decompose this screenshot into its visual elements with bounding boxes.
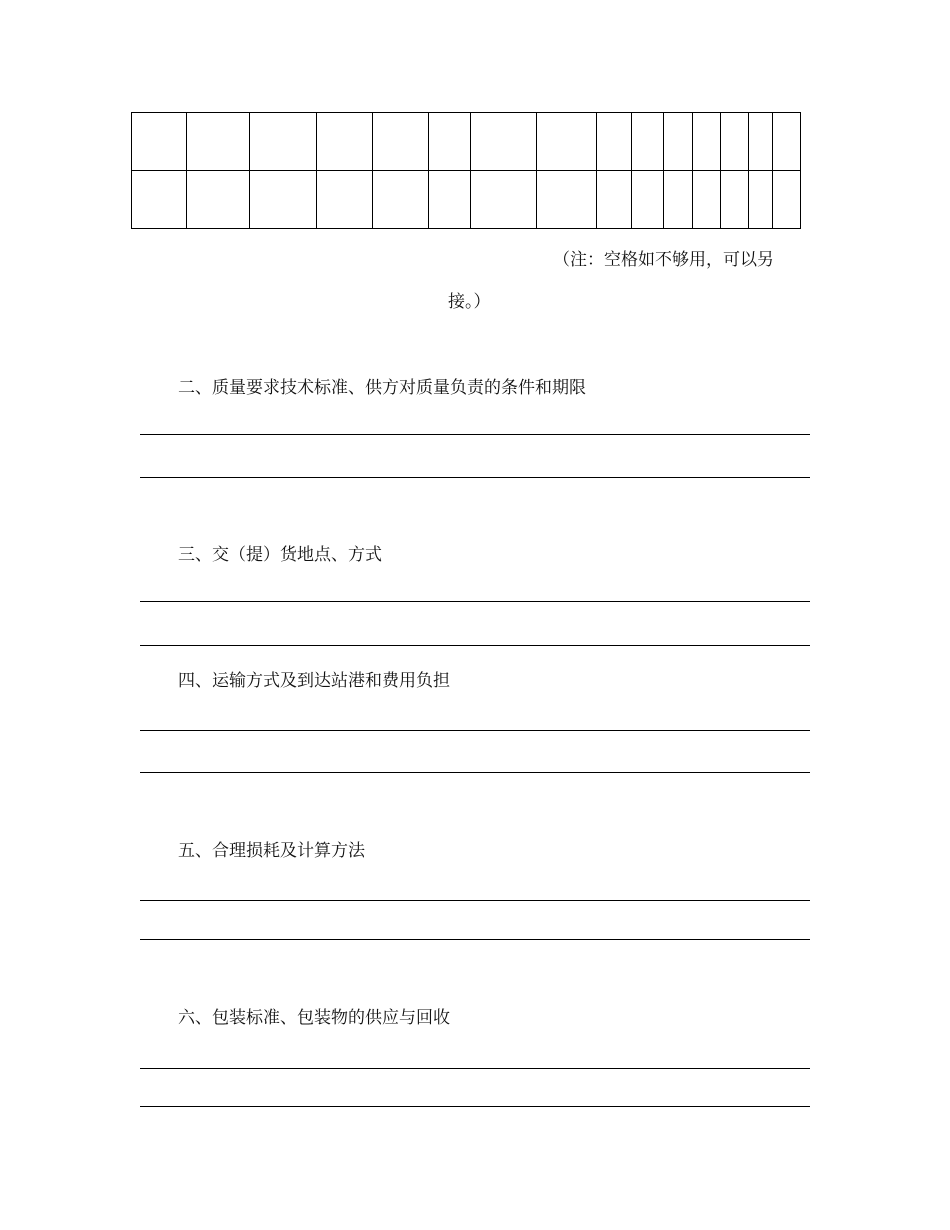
table-cell[interactable]: [597, 171, 632, 229]
table-cell[interactable]: [317, 113, 373, 171]
table-cell[interactable]: [537, 171, 597, 229]
table-cell[interactable]: [373, 113, 429, 171]
table-cell[interactable]: [721, 113, 749, 171]
table-cell[interactable]: [597, 113, 632, 171]
table-cell[interactable]: [749, 113, 773, 171]
fill-in-line[interactable]: [140, 434, 810, 435]
table-cell[interactable]: [317, 171, 373, 229]
table-cell[interactable]: [537, 113, 597, 171]
table-cell[interactable]: [429, 113, 471, 171]
section-heading-packaging: 六、包装标准、包装物的供应与回收: [178, 1008, 450, 1028]
fill-in-line[interactable]: [140, 939, 810, 940]
table-cell[interactable]: [132, 113, 187, 171]
table-cell[interactable]: [187, 171, 250, 229]
table-note-line-2: 接。）: [448, 292, 491, 312]
table-cell[interactable]: [664, 113, 693, 171]
fill-in-line[interactable]: [140, 601, 810, 602]
section-heading-transport: 四、运输方式及到达站港和费用负担: [178, 671, 450, 691]
table-cell[interactable]: [632, 113, 664, 171]
table-cell[interactable]: [471, 171, 537, 229]
table-cell[interactable]: [250, 113, 317, 171]
table-cell[interactable]: [721, 171, 749, 229]
fill-in-line[interactable]: [140, 900, 810, 901]
table-cell[interactable]: [632, 171, 664, 229]
table-cell[interactable]: [749, 171, 773, 229]
table-cell[interactable]: [187, 113, 250, 171]
table-note-line-1: （注：空格如不够用，可以另: [553, 250, 774, 270]
section-heading-delivery: 三、交（提）货地点、方式: [178, 545, 382, 565]
fill-in-line[interactable]: [140, 730, 810, 731]
table-cell[interactable]: [773, 113, 801, 171]
table-row: [132, 171, 801, 229]
fill-in-line[interactable]: [140, 1106, 810, 1107]
fill-in-line[interactable]: [140, 477, 810, 478]
table-cell[interactable]: [693, 113, 721, 171]
fill-in-line[interactable]: [140, 645, 810, 646]
fill-in-line[interactable]: [140, 1068, 810, 1069]
table-cell[interactable]: [773, 171, 801, 229]
blank-grid-table: [131, 112, 801, 229]
fill-in-line[interactable]: [140, 772, 810, 773]
table-cell[interactable]: [471, 113, 537, 171]
table-cell[interactable]: [664, 171, 693, 229]
section-heading-loss: 五、合理损耗及计算方法: [178, 841, 365, 861]
table-cell[interactable]: [132, 171, 187, 229]
table-cell[interactable]: [250, 171, 317, 229]
table-row: [132, 113, 801, 171]
table-cell[interactable]: [693, 171, 721, 229]
table-cell[interactable]: [429, 171, 471, 229]
section-heading-quality: 二、质量要求技术标准、供方对质量负责的条件和期限: [178, 378, 586, 398]
table-cell[interactable]: [373, 171, 429, 229]
